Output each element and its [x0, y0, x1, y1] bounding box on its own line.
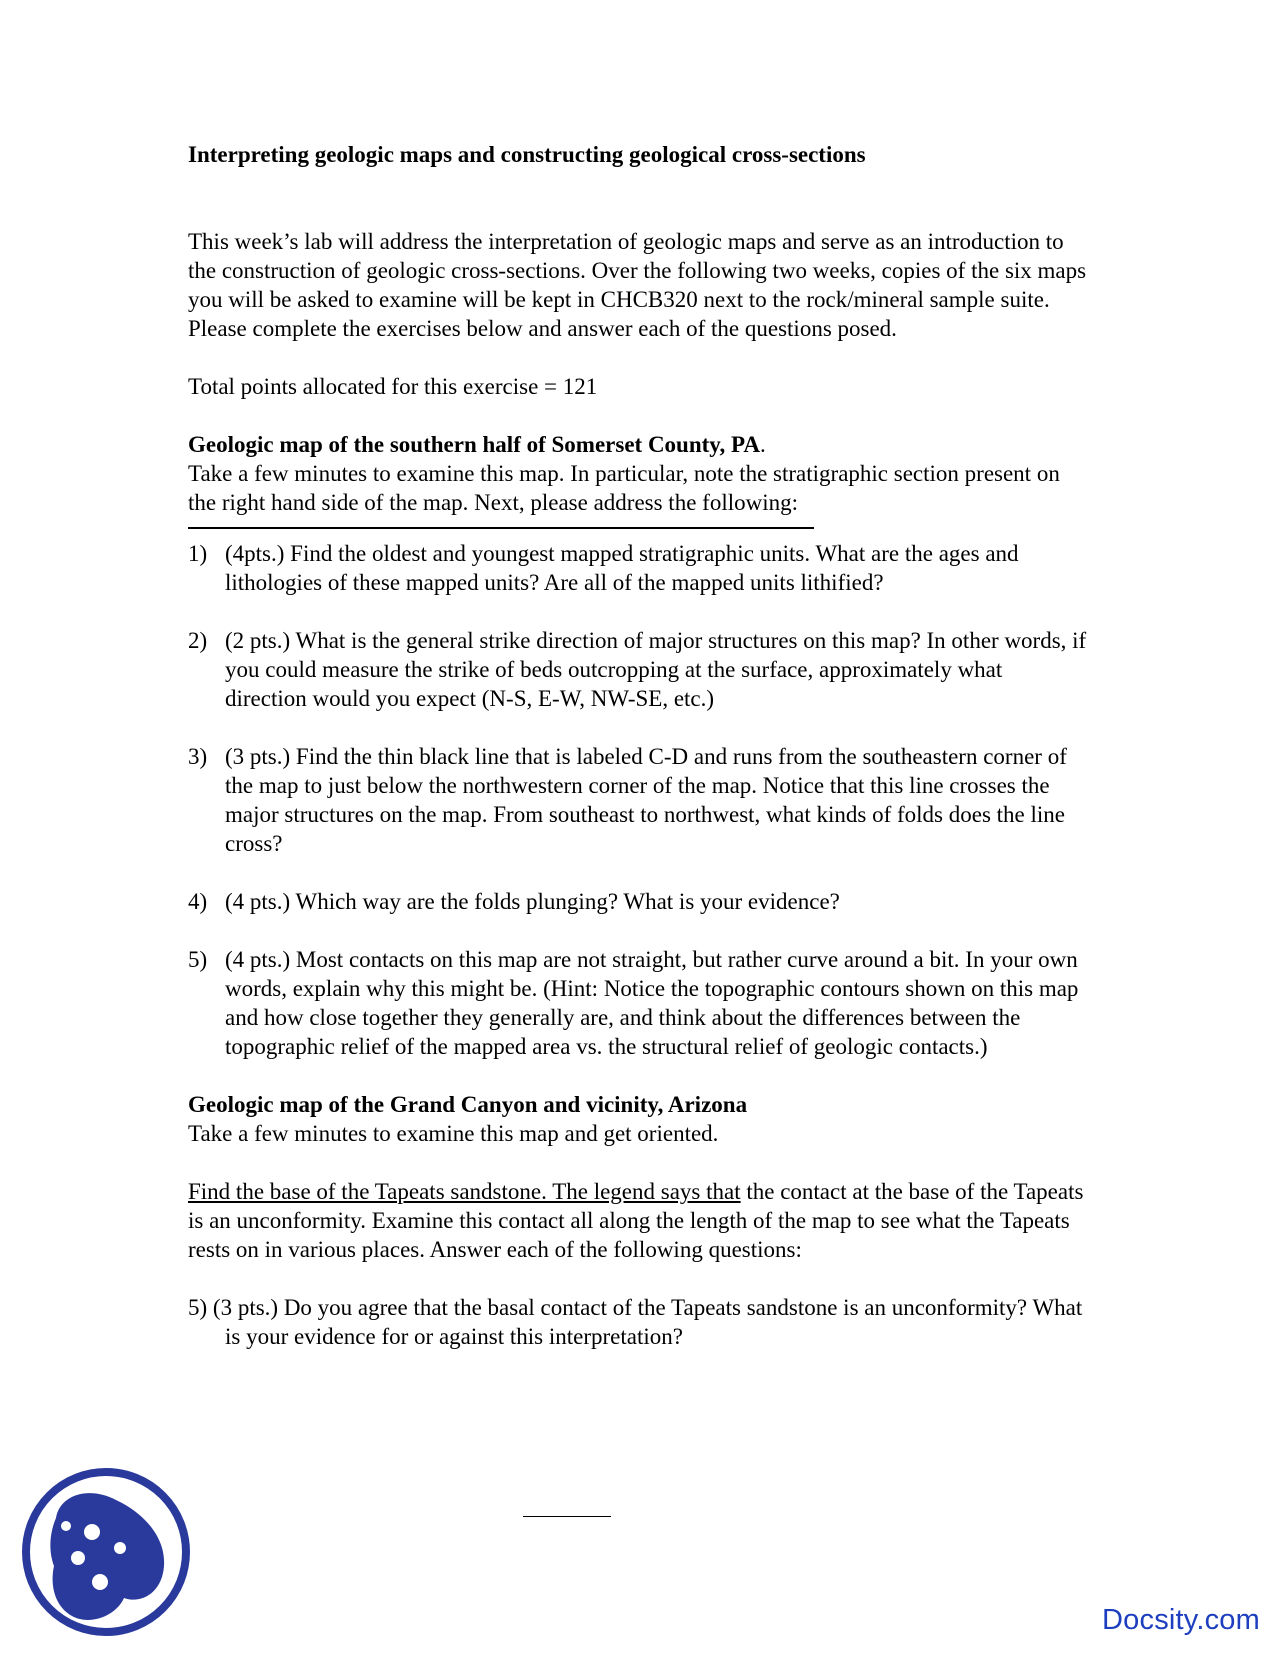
tapeats-rest-text: the contact at the base of the Tapeats is an unconformity. Examine this contact all along the length of the map to see what the Tapeats rests on in various places. Answer each of the following questions:	[188, 1179, 1084, 1262]
question-text: (3 pts.) Find the thin black line that is labeled C-D and runs from the southeastern corner of the map to just below the northwestern corner of the map. Notice that this line crosses the major structures on the map. From southeast to northwest, what kinds of folds does the line cross?	[225, 744, 1067, 856]
docsity-logo-icon	[20, 1466, 192, 1638]
question-item	[188, 626, 1088, 713]
document-body	[188, 140, 1088, 1351]
question-item	[188, 887, 1088, 916]
footer-divider	[523, 1516, 611, 1517]
section-somerset-title-suffix: .	[759, 432, 766, 457]
total-points: Total points allocated for this exercise = 121	[188, 374, 598, 399]
document-title: Interpreting geologic maps and constructing geological cross-sections	[188, 142, 866, 167]
intro-paragraph: This week’s lab will address the interpretation of geologic maps and serve as an introduction to the construction of geologic cross-sections. Over the following two weeks, copies of the six maps you will be asked to examine will be kept in CHCB320 next to the rock/mineral sample suite. Please complete the exercises below and answer each of the questions posed.	[188, 229, 1087, 341]
question-tapeats: 5) (3 pts.) Do you agree that the basal contact of the Tapeats sandstone is an unconformity? What is your evidence for or against this interpretation?	[188, 1295, 1083, 1349]
tapeats-paragraph	[188, 1177, 1088, 1264]
question-item	[188, 945, 1088, 1061]
question-number: 2)	[188, 628, 208, 653]
section-grand-canyon-text: Take a few minutes to examine this map and get oriented.	[188, 1121, 719, 1146]
question-text: (4 pts.) Most contacts on this map are not straight, but rather curve around a bit. In your own words, explain why this might be. (Hint: Notice the topographic contours shown on this map and how close together they generally are, and think about the differences between the topographic relief of the mapped area vs. the structural relief of geologic contacts.)	[225, 947, 1079, 1059]
question-text: (4 pts.) Which way are the folds plunging? What is your evidence?	[225, 889, 840, 914]
divider-line	[188, 527, 814, 529]
question-number: 1)	[188, 541, 208, 566]
section-somerset-text: Take a few minutes to examine this map. In particular, note the stratigraphic section present on the right hand side of the map. Next, please address the following:	[188, 461, 1060, 515]
question-number: 3)	[188, 744, 208, 769]
docsity-brand-link[interactable]: Docsity.com	[1102, 1604, 1260, 1636]
section-grand-canyon-title: Geologic map of the Grand Canyon and vicinity, Arizona	[188, 1092, 748, 1117]
question-number: 5)	[188, 947, 208, 972]
question-text: (4pts.) Find the oldest and youngest mapped stratigraphic units. What are the ages and lithologies of these mapped units? Are all of the mapped units lithified?	[225, 541, 1019, 595]
section-somerset-title: Geologic map of the southern half of Somerset County, PA	[188, 432, 760, 457]
question-item	[188, 539, 1088, 597]
question-item	[188, 742, 1088, 858]
section-somerset-heading	[188, 430, 1088, 459]
question-text: (2 pts.) What is the general strike direction of major structures on this map? In other words, if you could measure the strike of beds outcropping at the surface, approximately what direction would you expect (N-S, E-W, NW-SE, etc.)	[225, 628, 1087, 711]
tapeats-underlined-text: Find the base of the Tapeats sandstone. The legend says that	[188, 1179, 741, 1204]
question-number: 4)	[188, 889, 208, 914]
